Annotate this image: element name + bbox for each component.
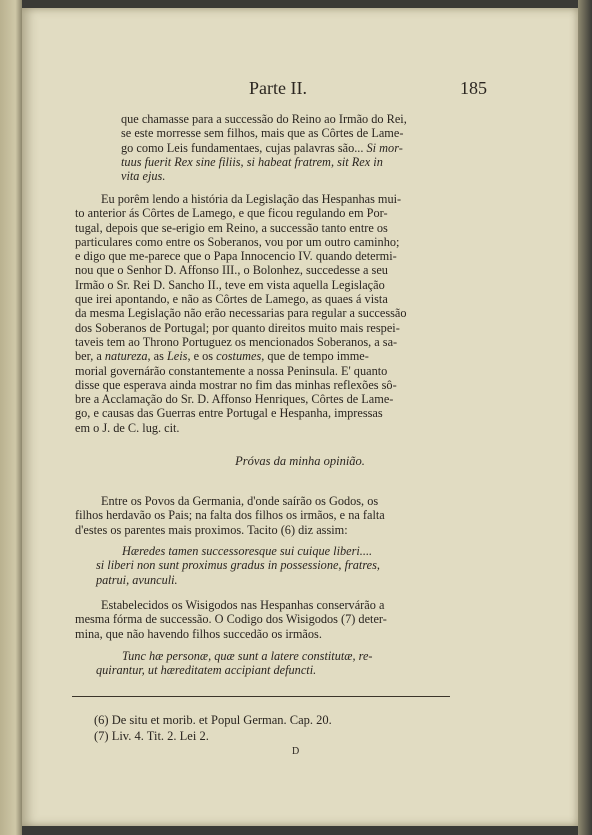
text-line: go, e causas das Guerras entre Portugal e Hespanha, impressas (75, 406, 383, 421)
text-line: se este morresse sem filhos, mais que as Côrtes de Lame- (121, 126, 404, 141)
text-line: da mesma Legislação não erão necessarias para regular a successão (75, 306, 407, 321)
book-page (22, 8, 578, 826)
text-line: e digo que me-parece que o Papa Innocencio IV. quando determi- (75, 249, 397, 264)
text-line: taveis tem ao Throno Portuguez os mencionados Soberanos, a sa- (75, 334, 398, 349)
text-line: tuus fuerit Rex sine filiis, si habeat fratrem, sit Rex in (121, 154, 383, 169)
paragraph-continuation (75, 112, 455, 183)
text-line: Entre os Povos da Germania, d'onde saírão os Godos, os (101, 494, 379, 508)
text-line: Estabelecidos os Wisigodos nas Hespanhas conservárão a (101, 598, 385, 612)
text-line: filhos herdavão os Pais; na falta dos filhos os irmãos, e na falta (75, 508, 385, 523)
text-line: em o J. de C. lug. cit. (75, 420, 180, 435)
text-line: que irei apontando, e não as Côrtes de Lamego, as quaes á vista (75, 292, 388, 307)
text-line: patrui, avunculi. (96, 572, 178, 587)
text-line: dos Soberanos de Portugal; por quanto direitos muito mais respei- (75, 320, 400, 335)
paragraph-wisigodos (75, 598, 455, 641)
text-line: vita ejus. (121, 169, 166, 184)
footnote-7: (7) Liv. 4. Tit. 2. Lei 2. (94, 729, 209, 743)
signature-mark: D (292, 746, 300, 757)
footnote-rule (72, 696, 450, 697)
latin-quote-tacitus (96, 544, 456, 587)
right-page-edge (578, 0, 592, 835)
text-line: particulares como entre os Soberanos, vou por um outro caminho; (75, 234, 400, 249)
footnotes (94, 712, 332, 744)
text-line: ber, a natureza, as Leis, e os costumes, que de tempo imme- (75, 349, 369, 364)
text-line: nou que o Senhor D. Affonso III., o Bolonhez, succedesse a seu (75, 263, 388, 278)
text-line: go como Leis fundamentaes, cujas palavras são... Si mor- (121, 140, 403, 155)
footnote-6: (6) De situ et morib. et Popul German. Cap. 20. (94, 713, 332, 727)
paragraph-legislation (75, 192, 455, 435)
text-line: Irmão o Sr. Rei D. Sancho II., teve em vista aquella Legislação (75, 277, 385, 292)
text-line: bre a Acclamação do Sr. D. Affonso Henriques, Côrtes de Lame- (75, 392, 394, 407)
paragraph-germania (75, 494, 455, 537)
latin-quote-codigo (96, 649, 456, 678)
text-line: Tunc hæ personæ, quæ sunt a latere constitutæ, re- (122, 649, 373, 663)
text-line: tugal, depois que se-erigio em Reino, a successão tanto entre os (75, 220, 388, 235)
running-head (227, 78, 497, 102)
running-head-title: Parte II. (249, 78, 307, 98)
text-line: Eu porêm lendo a história da Legislação das Hespanhas mui- (101, 192, 402, 206)
text-line: mina, que não havendo filhos succedão os irmãos. (75, 626, 322, 641)
page-number: 185 (460, 78, 487, 98)
text-line: d'estes os parentes mais proximos. Tacito (6) diz assim: (75, 522, 348, 537)
text-line: Hæredes tamen successoresque sui cuique liberi.... (122, 544, 373, 558)
text-line: mesma fórma de successão. O Codigo dos Wisigodos (7) deter- (75, 612, 387, 627)
text-line: si liberi non sunt proximus gradus in possessione, fratres, (96, 558, 380, 573)
text-line: que chamasse para a successão do Reino ao Irmão do Rei, (121, 112, 407, 126)
section-heading: Próvas da minha opinião. (235, 454, 365, 468)
text-line: to anterior ás Côrtes de Lamego, e que ficou regulando em Por- (75, 206, 388, 221)
left-page-edge (0, 0, 22, 835)
text-line: quirantur, ut hæreditatem accipiant defuncti. (96, 663, 317, 678)
text-line: morial governárão constantemente a nossa Peninsula. E' quanto (75, 363, 388, 378)
text-line: disse que esperava ainda mostrar no fim das minhas reflexões sô- (75, 377, 397, 392)
